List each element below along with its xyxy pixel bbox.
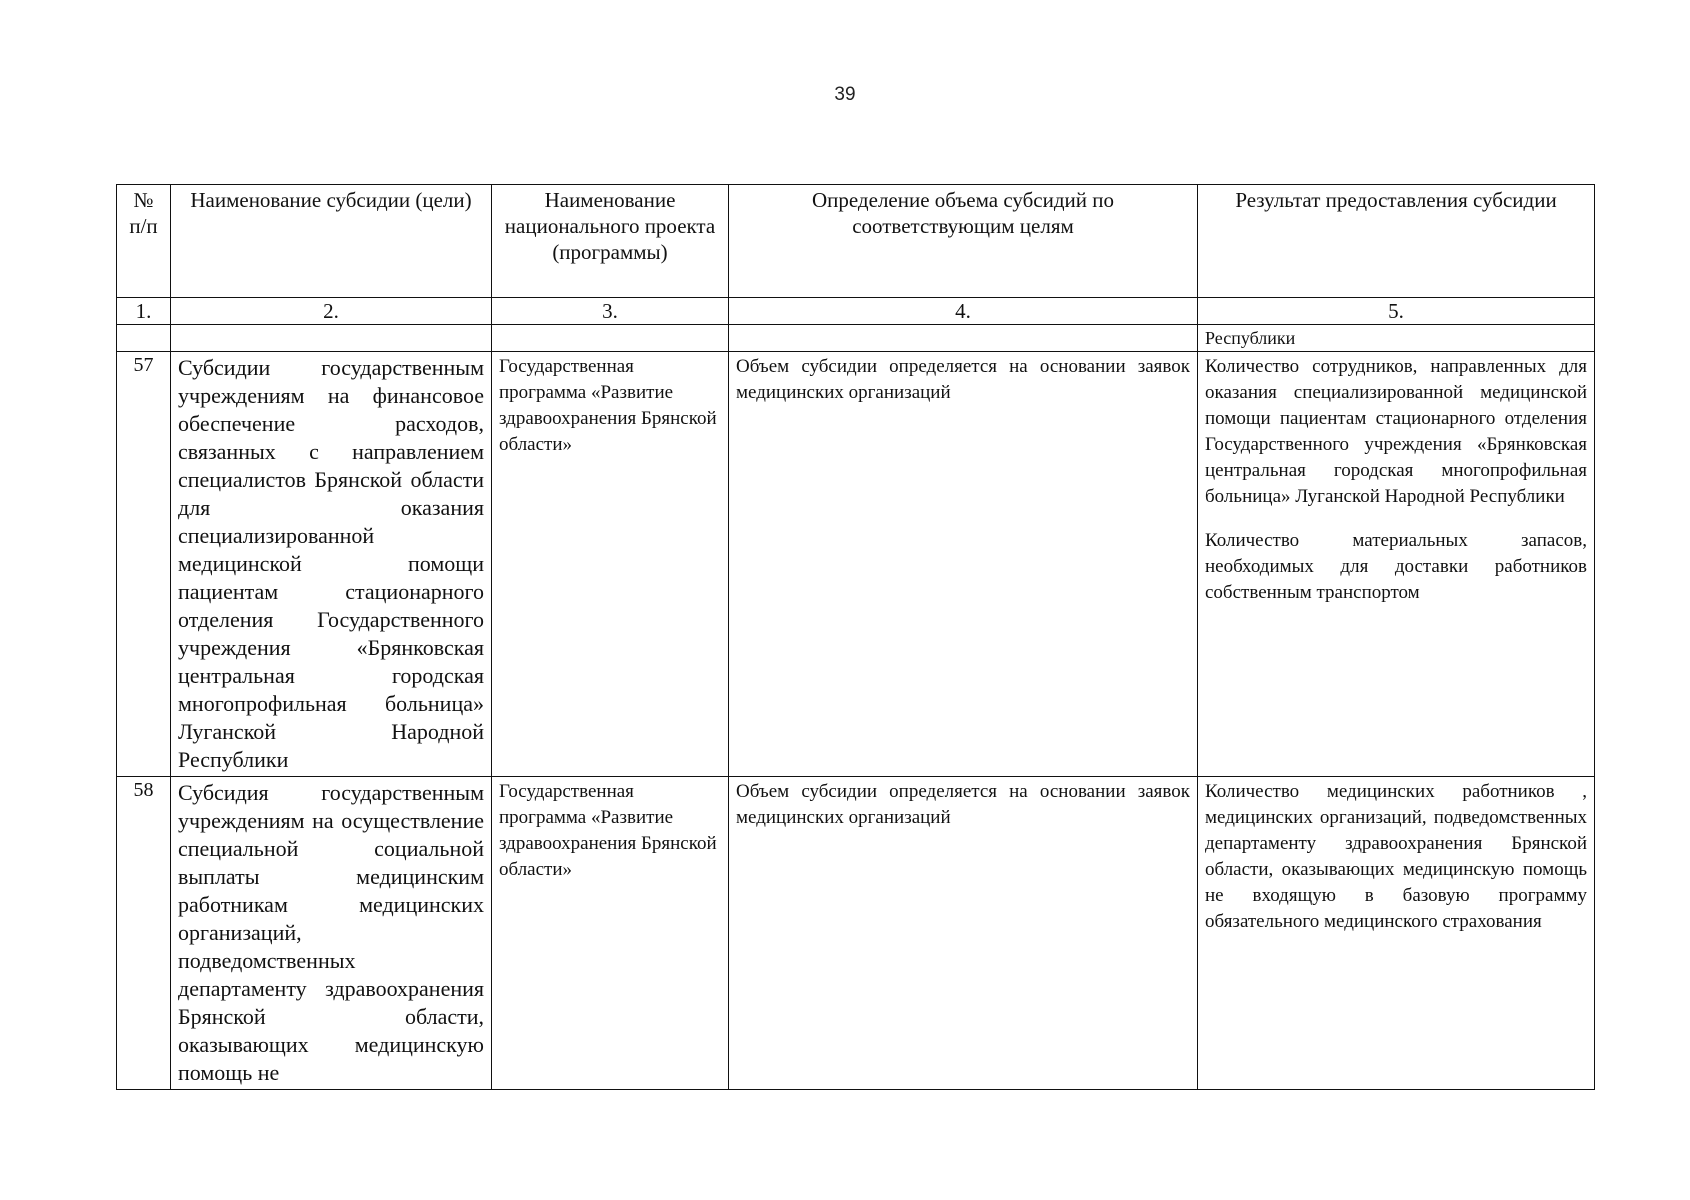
table-row (117, 352, 1595, 777)
volume-definition: Объем субсидии определяется на основании заявок медицинских организаций (729, 352, 1198, 777)
column-number: 3. (492, 298, 729, 325)
header-row (117, 185, 1595, 298)
column-number-row (117, 298, 1595, 325)
empty-cell (171, 325, 492, 352)
paragraph-gap (1205, 510, 1587, 528)
header-volume-definition: Определение объема субсидий по соответствующим целям (729, 185, 1198, 298)
header-subsidy-name: Наименование субсидии (цели) (171, 185, 492, 298)
empty-cell (117, 325, 171, 352)
empty-cell (729, 325, 1198, 352)
national-project: Государственная программа «Развитие здравоохранения Брянской области» (492, 352, 729, 777)
result-indicator: Количество медицинских работников , медицинских организаций, подведомственных департаменту здравоохранения Брянской области, оказывающих медицинскую помощь не входящую в базовую программу обязательного медицинского страхования (1205, 781, 1587, 932)
header-result: Результат предоставления субсидии (1198, 185, 1595, 298)
column-number: 1. (117, 298, 171, 325)
continuation-text: Республики (1198, 325, 1595, 352)
column-number: 4. (729, 298, 1198, 325)
subsidy-result (1198, 352, 1595, 777)
national-project: Государственная программа «Развитие здравоохранения Брянской области» (492, 777, 729, 1090)
header-national-project: Наименование национального проекта (программы) (492, 185, 729, 298)
empty-cell (492, 325, 729, 352)
table-row (117, 777, 1595, 1090)
continuation-row (117, 325, 1595, 352)
row-number: 57 (117, 352, 171, 777)
row-number: 58 (117, 777, 171, 1090)
result-indicator: Количество материальных запасов, необходимых для доставки работников собственным транспортом (1205, 530, 1587, 603)
subsidy-result (1198, 777, 1595, 1090)
header-number: № п/п (117, 185, 171, 298)
result-indicator: Количество сотрудников, направленных для оказания специализированной медицинской помощи пациентам стационарного отделения Государственного учреждения «Брянковская центральная городская многопрофильная больница» Луганской Народной Республики (1205, 356, 1587, 507)
page-number: 39 (834, 84, 856, 105)
column-number: 2. (171, 298, 492, 325)
subsidy-name: Субсидия государственным учреждениям на осуществление специальной социальной выплаты медицинским работникам медицинских организаций, подведомственных департаменту здравоохранения Брянской области, оказывающих медицинскую помощь не (171, 777, 492, 1090)
volume-definition: Объем субсидии определяется на основании заявок медицинских организаций (729, 777, 1198, 1090)
column-number: 5. (1198, 298, 1595, 325)
subsidy-name: Субсидии государственным учреждениям на финансовое обеспечение расходов, связанных с направлением специалистов Брянской области для оказания специализированной медицинской помощи пациентам стационарного отделения Государственного учреждения «Брянковская центральная городская многопрофильная больница» Луганской Народной Республики (171, 352, 492, 777)
subsidy-table (116, 184, 1595, 1090)
